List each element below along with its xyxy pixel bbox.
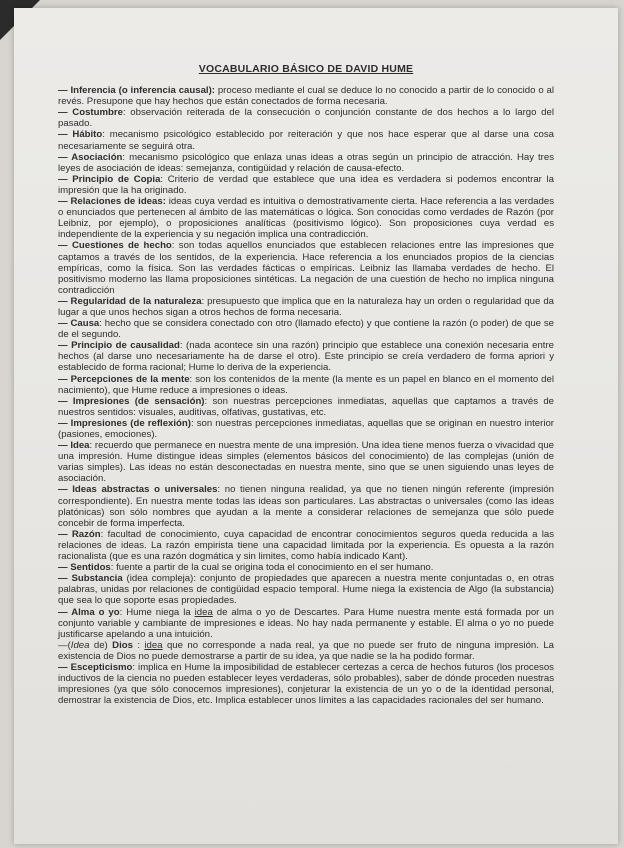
entry-costumbre <box>58 107 554 129</box>
entry-percepciones-mente <box>58 374 554 396</box>
term: — Ideas abstractas o universales <box>58 484 218 496</box>
term: Dios <box>112 639 133 651</box>
entry-principio-de-copia <box>58 174 554 196</box>
entry-escepticismo <box>58 662 554 706</box>
definition: : son los contenidos de la mente (la mente es un papel en blanco en el momento del nacimiento), que Hume reduce a impresiones o ideas. <box>58 373 554 396</box>
entry-relaciones-de-ideas <box>58 196 554 240</box>
term: — Cuestiones de hecho <box>58 240 172 252</box>
entry-regularidad-naturaleza <box>58 296 554 318</box>
definition: proceso mediante el cual se deduce lo no conocido a partir de lo conocido o al revés. Presupone que hay hechos que están conectados de forma necesaria. <box>58 85 554 108</box>
entry-asociacion <box>58 152 554 174</box>
definition: : son todas aquellos enunciados que establecen relaciones entre las impresiones que captamos a través de los sentidos, de la experiencia. Hace referencia a los enunciados propios de la ciencias empíricas, como la física. Son las verdades fácticas o empíricas. Leibniz las llamaba verdades de hecho. El positivismo moderno las llama proposiciones sintéticas. La negación de una cuestión de hecho no implica ninguna contradicción <box>58 240 555 296</box>
definition-pre: : Hume niega la <box>119 606 195 618</box>
definition: : son nuestras percepciones inmediatas, aquellas que captamos a través de nuestros sentidos: visuales, auditivas, olfativas, gustativas, etc. <box>58 395 554 418</box>
entry-causa <box>58 318 554 340</box>
definition: de alma o yo de Descartes. Para Hume nuestra mente está formada por un conjunto variable y cambiante de impresiones e ideas. No hay nada permanente y estable. El alma o yo no puede justificarse apelando a una intuición. <box>58 606 555 640</box>
term-italic: Idea <box>70 639 90 651</box>
term: — Principio de Copia <box>58 173 161 185</box>
term: — Causa <box>58 318 100 330</box>
definition: : fuente a partir de la cual se origina toda el conocimiento en el ser humano. <box>110 562 434 574</box>
definition: : son nuestras percepciones inmediatas, aquellas que se originan en nuestro interior (pasiones, emociones). <box>58 417 554 440</box>
underlined-word: idea <box>194 606 213 618</box>
term-mid: de) <box>89 639 113 651</box>
definition: : (nada acontece sin una razón) principio que establece una conexión necesaria entre hechos (al darse uno necesariamente ha de darse el otro). Este principio se creía verdadero de forma apriori y establecido de forma racional; Hume lo deriva de la experiencia. <box>58 340 554 374</box>
term: — Percepciones de la mente <box>58 373 190 385</box>
definition: que no corresponde a nada real, ya que no puede ser fruto de ninguna impresión. La existencia de Dios no puede demostrarse a partir de su idea, ya que nadie se la ha podido formar. <box>58 639 555 662</box>
term: — Principio de causalidad <box>58 340 180 352</box>
entry-principio-causalidad <box>58 340 554 373</box>
definition: : mecanismo psicológico que enlaza unas ideas a otras según un principio de atracción. Hay tres leyes de asociación de ideas: semejanza, contigüidad y relación de causa-efecto. <box>58 151 554 174</box>
definition: (idea compleja): conjunto de propiedades que aparecen a nuestra mente conjuntadas o, en otras palabras, unidas por relaciones de contigüidad espacio temporal. Hume niega la existencia de Algo (la substancia) que sea lo que soporte esas propiedades. <box>58 573 554 607</box>
definition: : no tienen ninguna realidad, ya que no tienen ningún referente (impresión correspondiente). En nuestra mente todas las ideas son particulares. Las abstractas o universales (como las ideas platónicas) son sólo nombres que ayudan a la mente a considerar relaciones de semejanza que sólo puede concebir de forma imperfecta. <box>58 484 554 529</box>
entry-impresiones-reflexion <box>58 418 554 440</box>
underlined-word: idea <box>144 639 163 651</box>
term: — Substancia <box>58 573 123 585</box>
entry-razon <box>58 529 554 562</box>
term: — Razón <box>58 528 101 540</box>
definition: : recuerdo que permanece en nuestra mente de una impresión. Una idea tiene menos fuerza o vivacidad que una impresión. Hume distingue ideas simples (elementos básicos del conocimiento) de las complejas (unión de varias simples). Las ideas no están desconectadas en nuestra mente, sino que se unen siguiendo unas leyes de asociación. <box>58 440 555 485</box>
entry-substancia <box>58 573 554 606</box>
term: — Impresiones (de reflexión) <box>58 417 191 429</box>
document-title: VOCABULARIO BÁSICO DE DAVID HUME <box>198 63 414 75</box>
definition: ideas cuya verdad es intuitiva o demostrativamente cierta. Hace referencia a las verdades o enunciados que pertenecen al ámbito de las matemáticas o lógica. Son conocidas como verdades de Razón (por Leibniz, por ejemplo), o proposiciones analíticas (positivismo lógico). Son proposiciones cuya verdad es independiente de la experiencia y su negación implica una contradicción. <box>58 196 555 241</box>
paper-sheet <box>14 8 618 844</box>
entry-cuestiones-de-hecho <box>58 240 554 295</box>
definition: : facultad de conocimiento, cuya capacidad de encontrar conocimientos seguros queda reducida a las relaciones de ideas. La razón empirista tiene una capacidad limitada por la experiencia. Es opuesta a la razón racionalista (que es una razón dogmática y sin limites, como había indicado Kant). <box>58 528 554 563</box>
document-body <box>58 64 554 706</box>
term: — Regularidad de la naturaleza <box>58 295 202 307</box>
definition: : mecanismo psicológico establecido por reiteración y que nos hace esperar que al darse una cosa necesariamente se seguirá otra. <box>58 129 555 152</box>
term: — Relaciones de ideas: <box>58 196 166 208</box>
entry-alma-o-yo <box>58 607 554 640</box>
entry-impresiones-sensacion <box>58 396 554 418</box>
term: — Sentidos <box>58 562 111 574</box>
definition: : presupuesto que implica que en la naturaleza hay un orden o regularidad que da lugar a que unos hechos sigan a otros hechos de forma necesaria. <box>58 295 554 318</box>
entry-ideas-abstractas <box>58 484 554 528</box>
term: — Costumbre <box>58 107 123 119</box>
term: — Escepticismo <box>58 661 133 673</box>
term: — Idea <box>58 440 90 452</box>
term: — Inferencia (o inferencia causal): <box>58 85 215 97</box>
definition: : implica en Hume la imposibilidad de establecer certezas a cerca de hechos futuros (los procesos inductivos de la ciencia no pueden establecer leyes verdaderas, sólo probables), saber de dónde proceden nuestras impresiones (ya que sólo conocemos impresiones), conjeturar la existencia de un yo o de la identidad personal, demostrar la existencia de Dios, etc. Implica establecer unos límites a las capacidades racionales del ser humano. <box>58 661 554 707</box>
entry-habito <box>58 129 554 151</box>
term-prefix: —( <box>58 639 71 651</box>
entry-sentidos <box>58 562 554 573</box>
entry-inferencia <box>58 85 554 107</box>
term: — Alma o yo <box>58 606 120 618</box>
definition: : observación reiterada de la consecución o conjunción constante de dos hechos a lo largo del pasado. <box>58 107 554 130</box>
term: — Impresiones (de sensación) <box>58 395 205 407</box>
entry-idea <box>58 440 554 484</box>
term: — Hábito <box>58 129 103 141</box>
definition-pre: : <box>132 639 145 651</box>
term: — Asociación <box>58 151 123 163</box>
definition: : hecho que se considera conectado con otro (llamado efecto) y que contiene la razón (o poder) de que se de el segundo. <box>58 318 554 341</box>
entry-dios <box>58 640 554 662</box>
definition: : Criterio de verdad que establece que una idea es verdadera si podemos encontrar la impresión que la ha originado. <box>58 173 554 196</box>
